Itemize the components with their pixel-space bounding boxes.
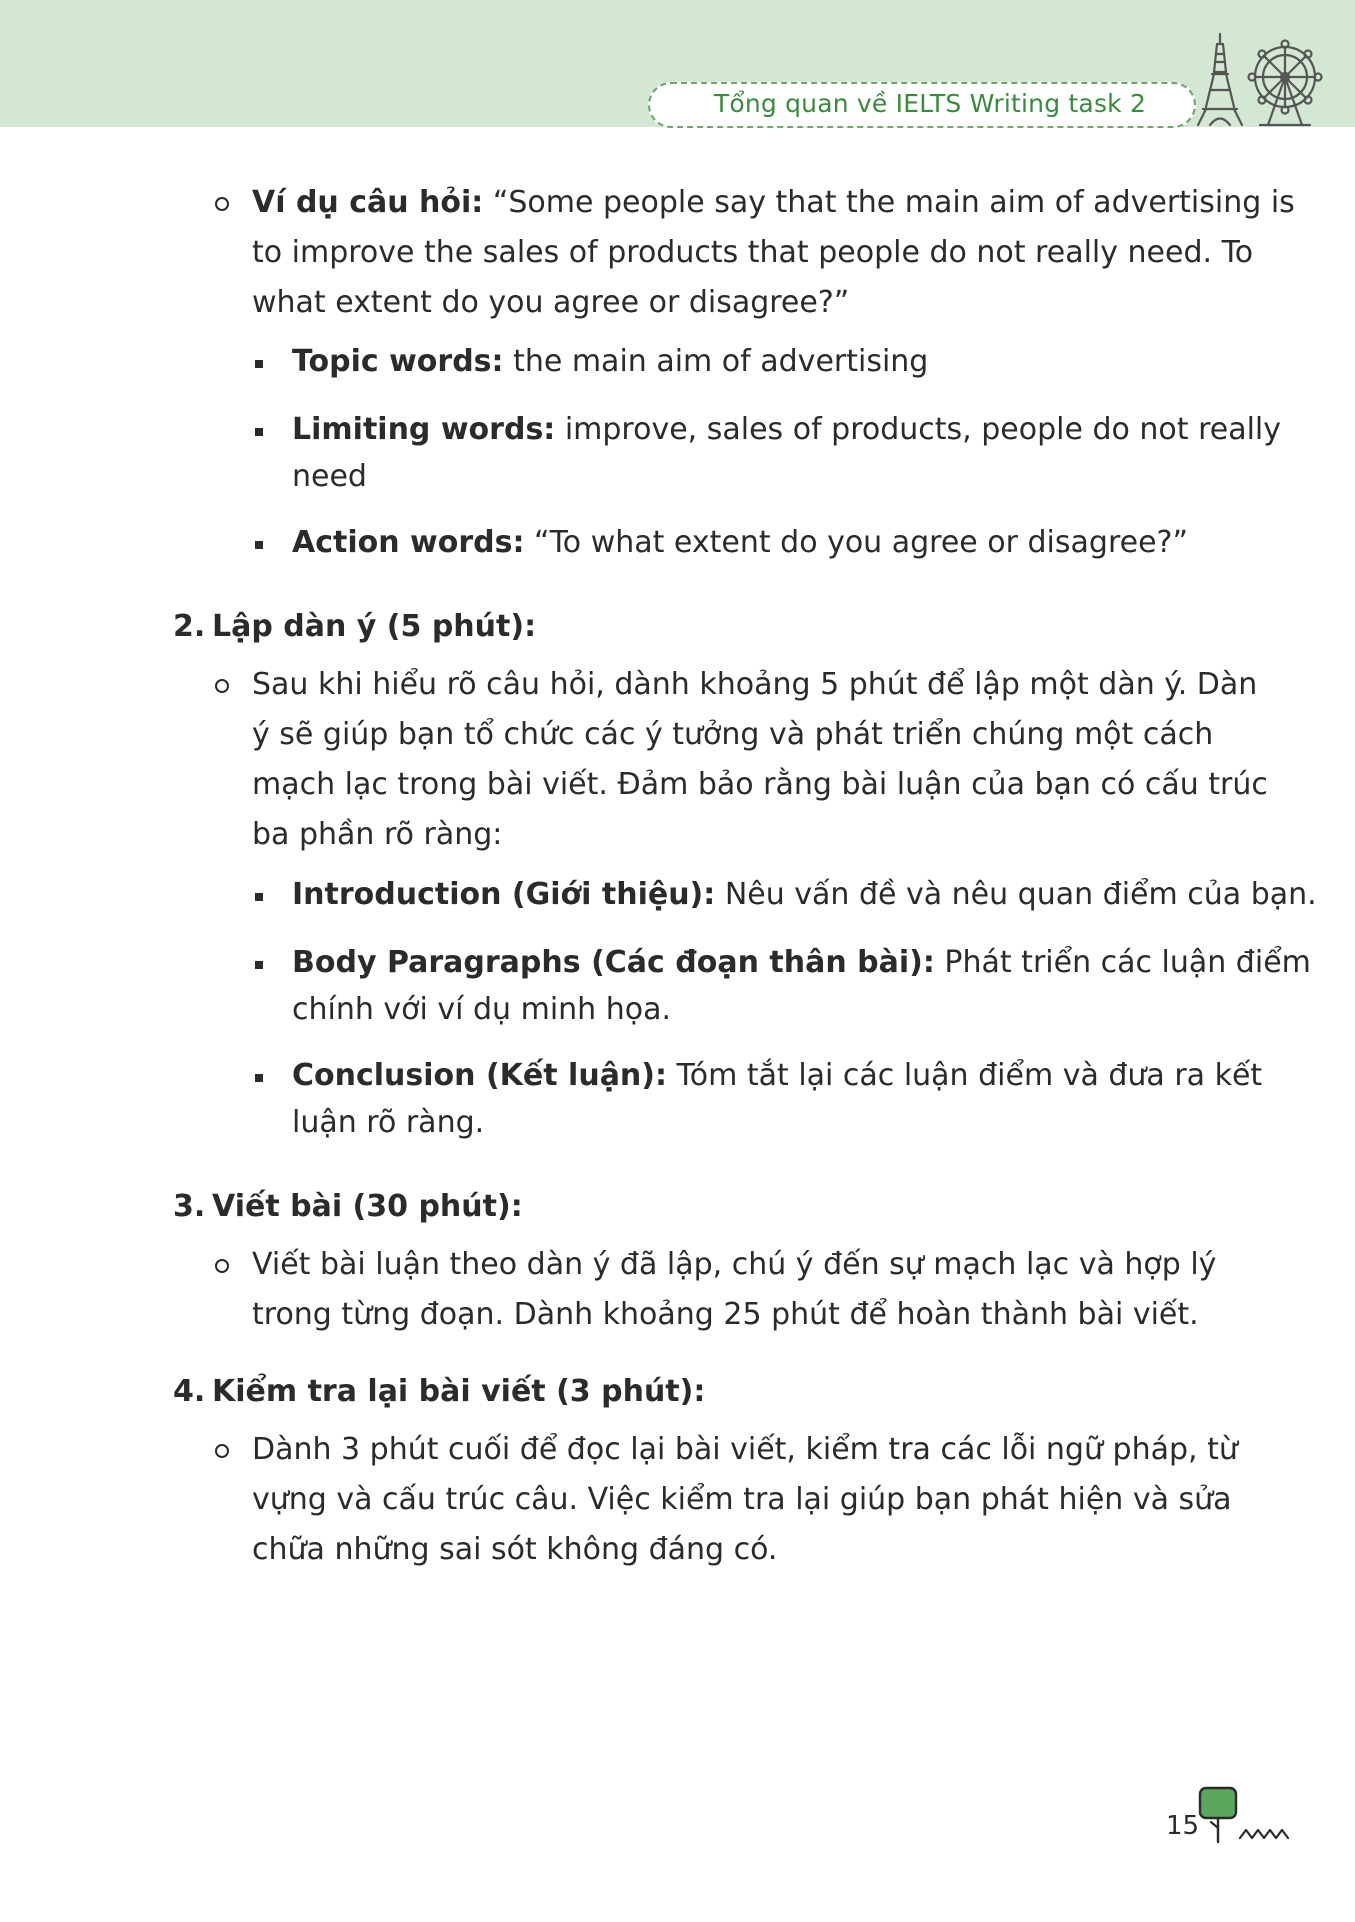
page-number: 15	[1166, 1811, 1200, 1841]
section-title: Kiểm tra lại bài viết (3 phút):	[212, 1374, 706, 1409]
square-bullet	[255, 1074, 263, 1082]
conclusion-cont: luận rõ ràng.	[292, 1105, 485, 1140]
section-title: Viết bài (30 phút):	[212, 1189, 523, 1224]
square-bullet	[255, 541, 263, 549]
section-number: 3.	[173, 1189, 206, 1224]
section-3-line-1: Viết bài luận theo dàn ý đã lập, chú ý đến sự mạch lạc và hợp lý	[252, 1247, 1217, 1282]
circle-bullet	[215, 1444, 229, 1458]
section-3-line-2: trong từng đoạn. Dành khoảng 25 phút để hoàn thành bài viết.	[252, 1297, 1199, 1332]
example-line-2: to improve the sales of products that people do not really need. To	[252, 235, 1254, 270]
introduction-item: Introduction (Giới thiệu): Nêu vấn đề và nêu quan điểm của bạn.	[292, 877, 1317, 912]
square-bullet	[255, 428, 263, 436]
circle-bullet	[215, 679, 229, 693]
eiffel-tower-ferris-wheel-icon	[1190, 32, 1330, 127]
header-title: Tổng quan về IELTS Writing task 2	[713, 89, 1147, 118]
limiting-words-item: Limiting words: improve, sales of products, people do not really	[292, 412, 1282, 447]
section-2-line-2: ý sẽ giúp bạn tổ chức các ý tưởng và phát triển chúng một cách	[252, 717, 1214, 752]
section-2-line-4: ba phần rõ ràng:	[252, 817, 503, 852]
section-4-line-3: chữa những sai sót không đáng có.	[252, 1532, 778, 1567]
example-line-1: Ví dụ câu hỏi: “Some people say that the main aim of advertising is	[252, 185, 1295, 220]
square-bullet	[255, 893, 263, 901]
action-words-item: Action words: “To what extent do you agree or disagree?”	[292, 525, 1189, 560]
section-number: 2.	[173, 609, 206, 644]
square-bullet	[255, 360, 263, 368]
body-paragraphs-item: Body Paragraphs (Các đoạn thân bài): Phát triển các luận điểm	[292, 945, 1311, 980]
tree-grass-icon	[1198, 1786, 1298, 1846]
section-number: 4.	[173, 1374, 206, 1409]
topic-words-item: Topic words: the main aim of advertising	[292, 344, 929, 379]
circle-bullet	[215, 197, 229, 211]
section-2-line-3: mạch lạc trong bài viết. Đảm bảo rằng bài luận của bạn có cấu trúc	[252, 767, 1268, 802]
section-4-line-2: vựng và cấu trúc câu. Việc kiểm tra lại giúp bạn phát hiện và sửa	[252, 1482, 1232, 1517]
section-2-line-1: Sau khi hiểu rõ câu hỏi, dành khoảng 5 phút để lập một dàn ý. Dàn	[252, 667, 1258, 702]
section-4-line-1: Dành 3 phút cuối để đọc lại bài viết, kiểm tra các lỗi ngữ pháp, từ	[252, 1432, 1238, 1467]
section-title: Lập dàn ý (5 phút):	[212, 609, 537, 644]
circle-bullet	[215, 1259, 229, 1273]
example-label: Ví dụ câu hỏi:	[252, 185, 484, 220]
conclusion-item: Conclusion (Kết luận): Tóm tắt lại các luận điểm và đưa ra kết	[292, 1058, 1263, 1093]
body-paragraphs-cont: chính với ví dụ minh họa.	[292, 992, 672, 1027]
example-line-3: what extent do you agree or disagree?”	[252, 285, 850, 320]
limiting-words-cont: need	[292, 459, 367, 494]
square-bullet	[255, 961, 263, 969]
